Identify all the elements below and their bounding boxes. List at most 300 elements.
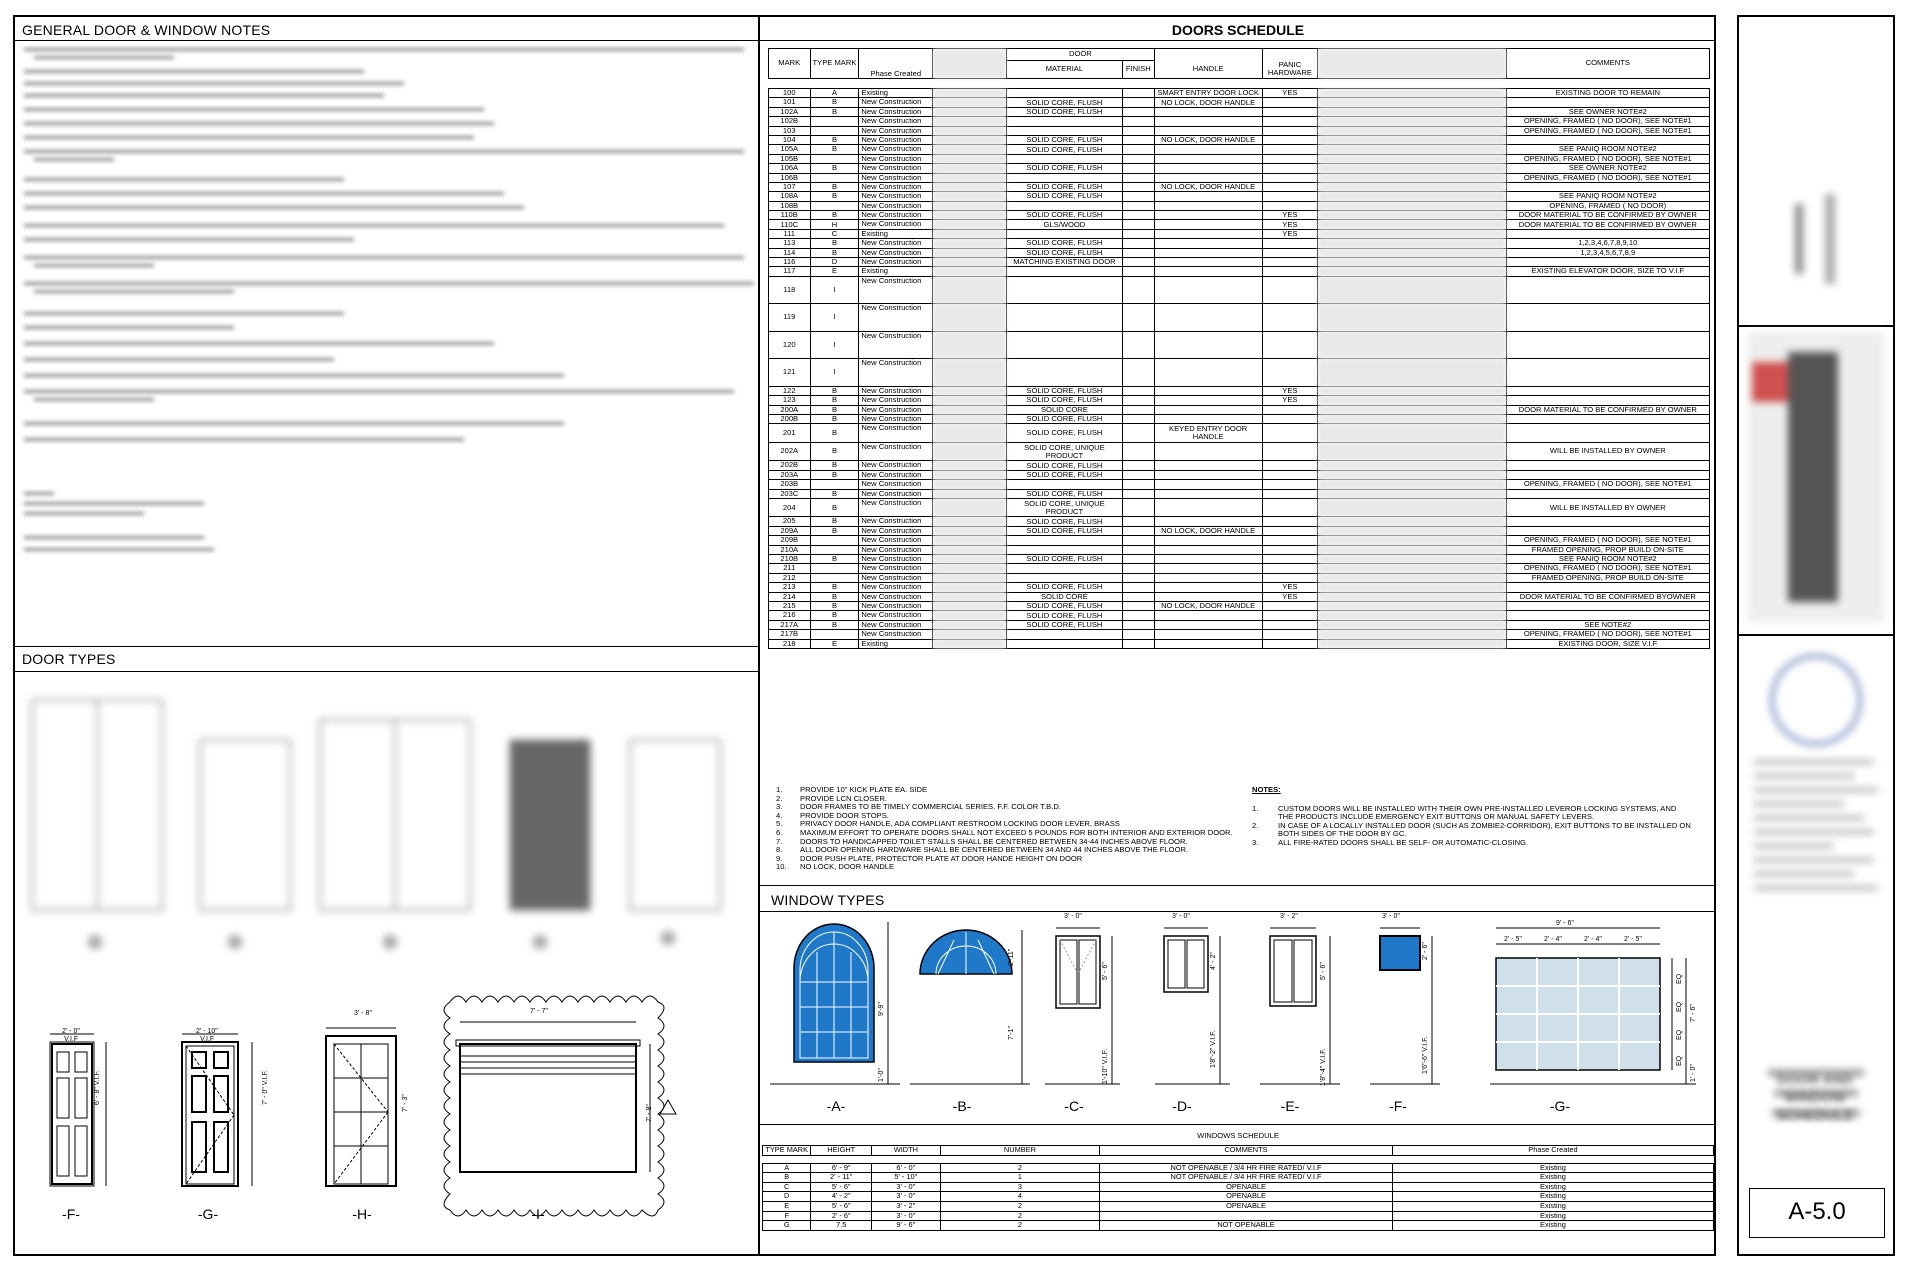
door-handle <box>1154 536 1262 545</box>
door-material: SOLID CORE, FLUSH <box>1006 583 1122 592</box>
door-mark: 203B <box>769 480 811 489</box>
door-blurred-2 <box>1318 601 1506 610</box>
door-finish <box>1122 173 1154 182</box>
door-row <box>769 267 1710 276</box>
door-blurred-1 <box>933 620 1007 629</box>
door-phase: Existing <box>859 639 933 648</box>
door-comments: DOOR MATERIAL TO BE CONFIRMED BYOWNER <box>1506 592 1709 601</box>
col-phase: Phase Created <box>859 49 933 79</box>
door-finish <box>1122 536 1154 545</box>
door-material: SOLID CORE, FLUSH <box>1006 517 1122 526</box>
door-panic <box>1262 331 1318 359</box>
door-type: B <box>810 498 859 517</box>
door-blurred-1 <box>933 564 1007 573</box>
door-blurred-1 <box>933 424 1007 443</box>
door-blurred-1 <box>933 480 1007 489</box>
door-comments: EXISTING DOOR, SIZE V.I.F <box>1506 639 1709 648</box>
door-mark: 113 <box>769 239 811 248</box>
door-phase: New Construction <box>859 239 933 248</box>
door-comments: OPENING, FRAMED ( NO DOOR), SEE NOTE#1 <box>1506 564 1709 573</box>
schedule-notes-list <box>776 786 1256 872</box>
door-comments: EXISTING DOOR TO REMAIN <box>1506 89 1709 98</box>
door-mark: 103 <box>769 126 811 135</box>
schedule-note-number: 1. <box>776 785 783 794</box>
door-handle <box>1154 470 1262 479</box>
door-panic <box>1262 201 1318 210</box>
door-type: B <box>810 192 859 201</box>
door-comments <box>1506 414 1709 423</box>
door-blurred-1 <box>933 405 1007 414</box>
door-type: B <box>810 405 859 414</box>
door-blurred-2 <box>1318 211 1506 220</box>
win-c-width: 3' - 0" <box>1064 913 1082 920</box>
door-phase: New Construction <box>859 107 933 116</box>
door-blurred-2 <box>1318 564 1506 573</box>
door-blurred-1 <box>933 386 1007 395</box>
door-mark: 216 <box>769 611 811 620</box>
door-blurred-1 <box>933 182 1007 191</box>
header-gap <box>769 79 1710 89</box>
door-blurred-2 <box>1318 276 1506 304</box>
schedule-note-text: MAXIMUM EFFORT TO OPERATE DOORS SHALL NOT EXCEED 5 POUNDS FOR BOTH INTERIOR AND EXTERIOR DOOR. <box>800 827 1233 837</box>
door-panic <box>1262 248 1318 257</box>
doors-schedule-table <box>768 48 1710 649</box>
door-phase: New Construction <box>859 248 933 257</box>
door-panic <box>1262 145 1318 154</box>
door-blurred-1 <box>933 359 1007 387</box>
door-row <box>769 601 1710 610</box>
door-mark: 204 <box>769 498 811 517</box>
door-mark: 102B <box>769 117 811 126</box>
door-mark: 203A <box>769 470 811 479</box>
windows-schedule-body <box>763 1163 1714 1230</box>
win-d-width: 3' - 0" <box>1172 913 1190 920</box>
door-blurred-2 <box>1318 536 1506 545</box>
window-cell: 3' - 0" <box>872 1192 941 1202</box>
door-comments: WILL BE INSTALLED BY OWNER <box>1506 498 1709 517</box>
door-row <box>769 620 1710 629</box>
window-cell: 3' - 2" <box>872 1201 941 1211</box>
title-block-blurred-panel-2 <box>1748 332 1884 622</box>
col-type-mark: TYPE MARK <box>810 49 859 79</box>
door-row <box>769 117 1710 126</box>
door-finish <box>1122 555 1154 564</box>
door-row <box>769 498 1710 517</box>
door-finish <box>1122 639 1154 648</box>
window-cell: OPENABLE <box>1100 1192 1393 1202</box>
window-cell: 6' - 0" <box>872 1163 941 1173</box>
door-type: B <box>810 182 859 191</box>
door-phase: New Construction <box>859 424 933 443</box>
door-type <box>810 117 859 126</box>
door-row <box>769 583 1710 592</box>
windows-col-header: WIDTH <box>872 1146 941 1156</box>
door-blurred-2 <box>1318 555 1506 564</box>
door-material <box>1006 480 1122 489</box>
door-mark: 217B <box>769 630 811 639</box>
door-handle <box>1154 573 1262 582</box>
door-handle <box>1154 498 1262 517</box>
door-type <box>810 480 859 489</box>
win-f-width: 3' - 0" <box>1382 913 1400 920</box>
door-blurred-1 <box>933 248 1007 257</box>
window-g-drawing <box>1490 928 1696 1084</box>
door-types-rule <box>15 671 758 672</box>
door-blurred-1 <box>933 639 1007 648</box>
door-handle <box>1154 117 1262 126</box>
door-blurred-1 <box>933 545 1007 554</box>
door-material <box>1006 126 1122 135</box>
door-comments <box>1506 182 1709 191</box>
door-handle <box>1154 611 1262 620</box>
schedule-note-number: 8. <box>776 845 783 855</box>
door-row <box>769 173 1710 182</box>
door-comments <box>1506 331 1709 359</box>
door-panic <box>1262 276 1318 304</box>
window-row <box>763 1221 1714 1231</box>
door-type: B <box>810 489 859 498</box>
window-cell: 6' - 9" <box>811 1163 872 1173</box>
door-phase: Existing <box>859 89 933 98</box>
door-row <box>769 405 1710 414</box>
col-handle-spacer <box>1154 49 1262 61</box>
schedule-note-number: 9. <box>776 853 783 863</box>
door-row <box>769 239 1710 248</box>
window-cell: B <box>763 1173 811 1183</box>
door-row <box>769 611 1710 620</box>
door-blurred-2 <box>1318 107 1506 116</box>
door-phase: New Construction <box>859 414 933 423</box>
window-cell: 4' - 2" <box>811 1192 872 1202</box>
door-phase: New Construction <box>859 592 933 601</box>
door-material: SOLID CORE, FLUSH <box>1006 461 1122 470</box>
window-cell: 3' - 0" <box>872 1211 941 1221</box>
window-d-drawing <box>1155 928 1230 1084</box>
door-blurred-1 <box>933 154 1007 163</box>
door-types-title: DOOR TYPES <box>22 651 116 667</box>
door-blurred-2 <box>1318 573 1506 582</box>
door-handle: NO LOCK, DOOR HANDLE <box>1154 601 1262 610</box>
door-handle: KEYED ENTRY DOOR HANDLE <box>1154 424 1262 443</box>
door-mark: 117 <box>769 267 811 276</box>
door-types-blurred-group <box>20 680 755 960</box>
door-material <box>1006 267 1122 276</box>
door-finish <box>1122 331 1154 359</box>
door-finish <box>1122 192 1154 201</box>
door-handle <box>1154 396 1262 405</box>
window-label-c: -C- <box>1064 1098 1084 1114</box>
door-type: B <box>810 107 859 116</box>
door-material <box>1006 573 1122 582</box>
win-e-height: 5' - 6" <box>1320 962 1327 980</box>
door-handle <box>1154 201 1262 210</box>
general-notes-body <box>20 46 755 566</box>
door-material <box>1006 630 1122 639</box>
door-comments: SEE PANIQ ROOM NOTE#2 <box>1506 192 1709 201</box>
door-type: I <box>810 359 859 387</box>
door-blurred-1 <box>933 498 1007 517</box>
door-panic <box>1262 98 1318 107</box>
door-mark: 215 <box>769 601 811 610</box>
door-type <box>810 564 859 573</box>
door-panic <box>1262 461 1318 470</box>
door-phase: New Construction <box>859 331 933 359</box>
door-type: B <box>810 239 859 248</box>
door-row <box>769 359 1710 387</box>
door-comments <box>1506 258 1709 267</box>
door-handle <box>1154 630 1262 639</box>
window-cell: 2 <box>940 1201 1100 1211</box>
door-mark: 202A <box>769 442 811 461</box>
door-blurred-2 <box>1318 304 1506 332</box>
door-panic <box>1262 107 1318 116</box>
title-block-rule-1 <box>1739 325 1893 327</box>
door-type: B <box>810 611 859 620</box>
door-material <box>1006 639 1122 648</box>
door-type: B <box>810 386 859 395</box>
door-mark: 100 <box>769 89 811 98</box>
door-phase: Existing <box>859 267 933 276</box>
door-handle: SMART ENTRY DOOR LOCK <box>1154 89 1262 98</box>
door-material: SOLID CORE <box>1006 405 1122 414</box>
door-panic <box>1262 239 1318 248</box>
win-d-sill: 1'8"-2" V.I.F. <box>1210 1030 1217 1068</box>
door-comments: EXISTING ELEVATOR DOOR, SIZE TO V.I.F <box>1506 267 1709 276</box>
door-phase: New Construction <box>859 461 933 470</box>
door-blurred-2 <box>1318 630 1506 639</box>
door-blurred-2 <box>1318 620 1506 629</box>
door-comments: OPENING, FRAMED ( NO DOOR), SEE NOTE#1 <box>1506 630 1709 639</box>
schedule-note-item <box>776 863 1256 872</box>
door-handle <box>1154 154 1262 163</box>
door-type: I <box>810 331 859 359</box>
door-handle <box>1154 620 1262 629</box>
door-finish <box>1122 98 1154 107</box>
door-material: SOLID CORE, FLUSH <box>1006 611 1122 620</box>
window-cell: 7.5 <box>811 1221 872 1231</box>
door-phase: New Construction <box>859 536 933 545</box>
door-row <box>769 480 1710 489</box>
door-comments: DOOR MATERIAL TO BE CONFIRMED BY OWNER <box>1506 405 1709 414</box>
schedule-note-text: PROVIDE LCN CLOSER. <box>800 793 887 803</box>
door-type: I <box>810 304 859 332</box>
schedule-note-text: PROVIDE DOOR STOPS. <box>800 810 889 820</box>
window-cell: NOT OPENABLE / 3/4 HR FIRE RATED/ V.I.F <box>1100 1163 1393 1173</box>
door-comments: OPENING, FRAMED ( NO DOOR), SEE NOTE#1 <box>1506 173 1709 182</box>
window-cell: OPENABLE <box>1100 1201 1393 1211</box>
door-type <box>810 573 859 582</box>
schedule-note-number: 3. <box>776 802 783 812</box>
door-panic <box>1262 639 1318 648</box>
door-panic <box>1262 135 1318 144</box>
schedule-note-text: NO LOCK, DOOR HANDLE <box>800 862 895 872</box>
door-material: SOLID CORE, FLUSH <box>1006 145 1122 154</box>
door-mark: 101 <box>769 98 811 107</box>
door-blurred-1 <box>933 414 1007 423</box>
general-notes-text-lines <box>20 46 755 566</box>
schedule-note-text: PROVIDE 10" KICK PLATE EA. SIDE <box>800 785 928 794</box>
door-material: GLS/WOOD <box>1006 220 1122 229</box>
door-blurred-2 <box>1318 331 1506 359</box>
door-panic <box>1262 517 1318 526</box>
door-blurred-1 <box>933 201 1007 210</box>
door-mark: 116 <box>769 258 811 267</box>
door-material: SOLID CORE, FLUSH <box>1006 470 1122 479</box>
door-finish <box>1122 480 1154 489</box>
door-material: SOLID CORE, FLUSH <box>1006 107 1122 116</box>
door-f-height: 6' - 8" V.I.F. <box>94 1069 101 1105</box>
door-row <box>769 98 1710 107</box>
door-type: H <box>810 220 859 229</box>
door-panic <box>1262 173 1318 182</box>
door-finish <box>1122 229 1154 238</box>
door-material: SOLID CORE, FLUSH <box>1006 98 1122 107</box>
door-finish <box>1122 211 1154 220</box>
door-blurred-2 <box>1318 89 1506 98</box>
doors-schedule-title: DOORS SCHEDULE <box>1171 22 1305 38</box>
door-blurred-1 <box>933 145 1007 154</box>
door-type: B <box>810 620 859 629</box>
door-row <box>769 192 1710 201</box>
door-finish <box>1122 164 1154 173</box>
door-phase: New Construction <box>859 220 933 229</box>
win-g-eq-4: EQ <box>1676 1055 1683 1066</box>
schedule-note-text: DOOR PUSH PLATE, PROTECTOR PLATE AT DOOR HANDE HEIGHT ON DOOR <box>800 853 1083 863</box>
window-cell: 1 <box>940 1173 1100 1183</box>
door-mark: 202B <box>769 461 811 470</box>
door-finish <box>1122 89 1154 98</box>
door-phase: New Construction <box>859 117 933 126</box>
windows-col-header: HEIGHT <box>811 1146 872 1156</box>
door-row <box>769 107 1710 116</box>
door-comments <box>1506 470 1709 479</box>
door-blurred-2 <box>1318 192 1506 201</box>
door-finish <box>1122 442 1154 461</box>
door-comments <box>1506 517 1709 526</box>
door-handle <box>1154 173 1262 182</box>
windows-col-header: NUMBER <box>940 1146 1100 1156</box>
window-cell: 3 <box>940 1182 1100 1192</box>
col-finish: FINISH <box>1122 61 1154 79</box>
door-finish <box>1122 405 1154 414</box>
general-note-item <box>1252 839 1692 848</box>
door-handle <box>1154 331 1262 359</box>
window-cell: 2 <box>940 1211 1100 1221</box>
schedule-note-text: ALL DOOR OPENING HARDWARE SHALL BE CENTERED BETWEEN 34 AND 44 INCHES ABOVE THE FLOOR. <box>800 845 1189 855</box>
door-finish <box>1122 276 1154 304</box>
door-material <box>1006 331 1122 359</box>
door-phase: New Construction <box>859 630 933 639</box>
door-type <box>810 154 859 163</box>
door-phase: New Construction <box>859 359 933 387</box>
door-mark: 104 <box>769 135 811 144</box>
door-material: SOLID CORE, FLUSH <box>1006 164 1122 173</box>
window-types-drawings <box>760 912 1716 1092</box>
door-row <box>769 573 1710 582</box>
door-comments <box>1506 386 1709 395</box>
door-finish <box>1122 630 1154 639</box>
door-panic <box>1262 182 1318 191</box>
door-type <box>810 545 859 554</box>
door-handle <box>1154 480 1262 489</box>
door-blurred-1 <box>933 117 1007 126</box>
door-label-i: -I- <box>531 1206 545 1222</box>
door-row <box>769 386 1710 395</box>
door-blurred-1 <box>933 126 1007 135</box>
door-panic <box>1262 164 1318 173</box>
door-comments <box>1506 359 1709 387</box>
door-label-f: -F- <box>62 1206 80 1222</box>
door-blurred-2 <box>1318 220 1506 229</box>
door-handle <box>1154 639 1262 648</box>
door-comments: OPENING, FRAMED ( NO DOOR), SEE NOTE#1 <box>1506 117 1709 126</box>
door-blurred-2 <box>1318 470 1506 479</box>
windows-col-header: Phase Created <box>1392 1146 1713 1156</box>
door-material: SOLID CORE, FLUSH <box>1006 239 1122 248</box>
schedule-note-text: DOORS TO HANDICAPPED TOILET STALLS SHALL BE CENTERED BETWEEN 34-44 INCHES ABOVE FLOOR. <box>800 836 1188 846</box>
door-mark: 210B <box>769 555 811 564</box>
door-handle <box>1154 414 1262 423</box>
door-panic <box>1262 359 1318 387</box>
window-cell: E <box>763 1201 811 1211</box>
door-phase: New Construction <box>859 545 933 554</box>
window-cell: OPENABLE <box>1100 1182 1393 1192</box>
door-comments <box>1506 461 1709 470</box>
window-cell: 9' - 6" <box>872 1221 941 1231</box>
door-phase: New Construction <box>859 611 933 620</box>
door-handle <box>1154 220 1262 229</box>
door-material: SOLID CORE, FLUSH <box>1006 620 1122 629</box>
door-finish <box>1122 583 1154 592</box>
schedule-note-number: 4. <box>776 810 783 820</box>
door-mark: 108A <box>769 192 811 201</box>
door-row <box>769 135 1710 144</box>
door-row <box>769 517 1710 526</box>
door-comments <box>1506 424 1709 443</box>
door-blurred-1 <box>933 526 1007 535</box>
col-panic-spacer <box>1262 49 1318 61</box>
door-blurred-2 <box>1318 98 1506 107</box>
door-finish <box>1122 517 1154 526</box>
door-blurred-2 <box>1318 583 1506 592</box>
door-comments: 1,2,3,4,5,6,7,8,9 <box>1506 248 1709 257</box>
door-row <box>769 154 1710 163</box>
door-row <box>769 442 1710 461</box>
door-type <box>810 201 859 210</box>
door-blurred-1 <box>933 583 1007 592</box>
window-cell: Existing <box>1392 1163 1713 1173</box>
door-row <box>769 182 1710 191</box>
window-cell: 5' - 6" <box>811 1201 872 1211</box>
window-row <box>763 1201 1714 1211</box>
sheet-number: A-5.0 <box>1788 1198 1846 1225</box>
door-blurred-2 <box>1318 489 1506 498</box>
door-blurred-1 <box>933 220 1007 229</box>
door-mark: 209A <box>769 526 811 535</box>
win-g-sill: 1' - 0" <box>1690 1064 1697 1082</box>
door-phase: New Construction <box>859 98 933 107</box>
door-type <box>810 536 859 545</box>
door-type: A <box>810 89 859 98</box>
door-finish <box>1122 248 1154 257</box>
door-blurred-2 <box>1318 414 1506 423</box>
window-cell: 5' - 6" <box>811 1182 872 1192</box>
window-cell: F <box>763 1211 811 1221</box>
door-phase: New Construction <box>859 182 933 191</box>
door-row <box>769 630 1710 639</box>
door-mark: 105B <box>769 154 811 163</box>
door-handle: NO LOCK, DOOR HANDLE <box>1154 182 1262 191</box>
